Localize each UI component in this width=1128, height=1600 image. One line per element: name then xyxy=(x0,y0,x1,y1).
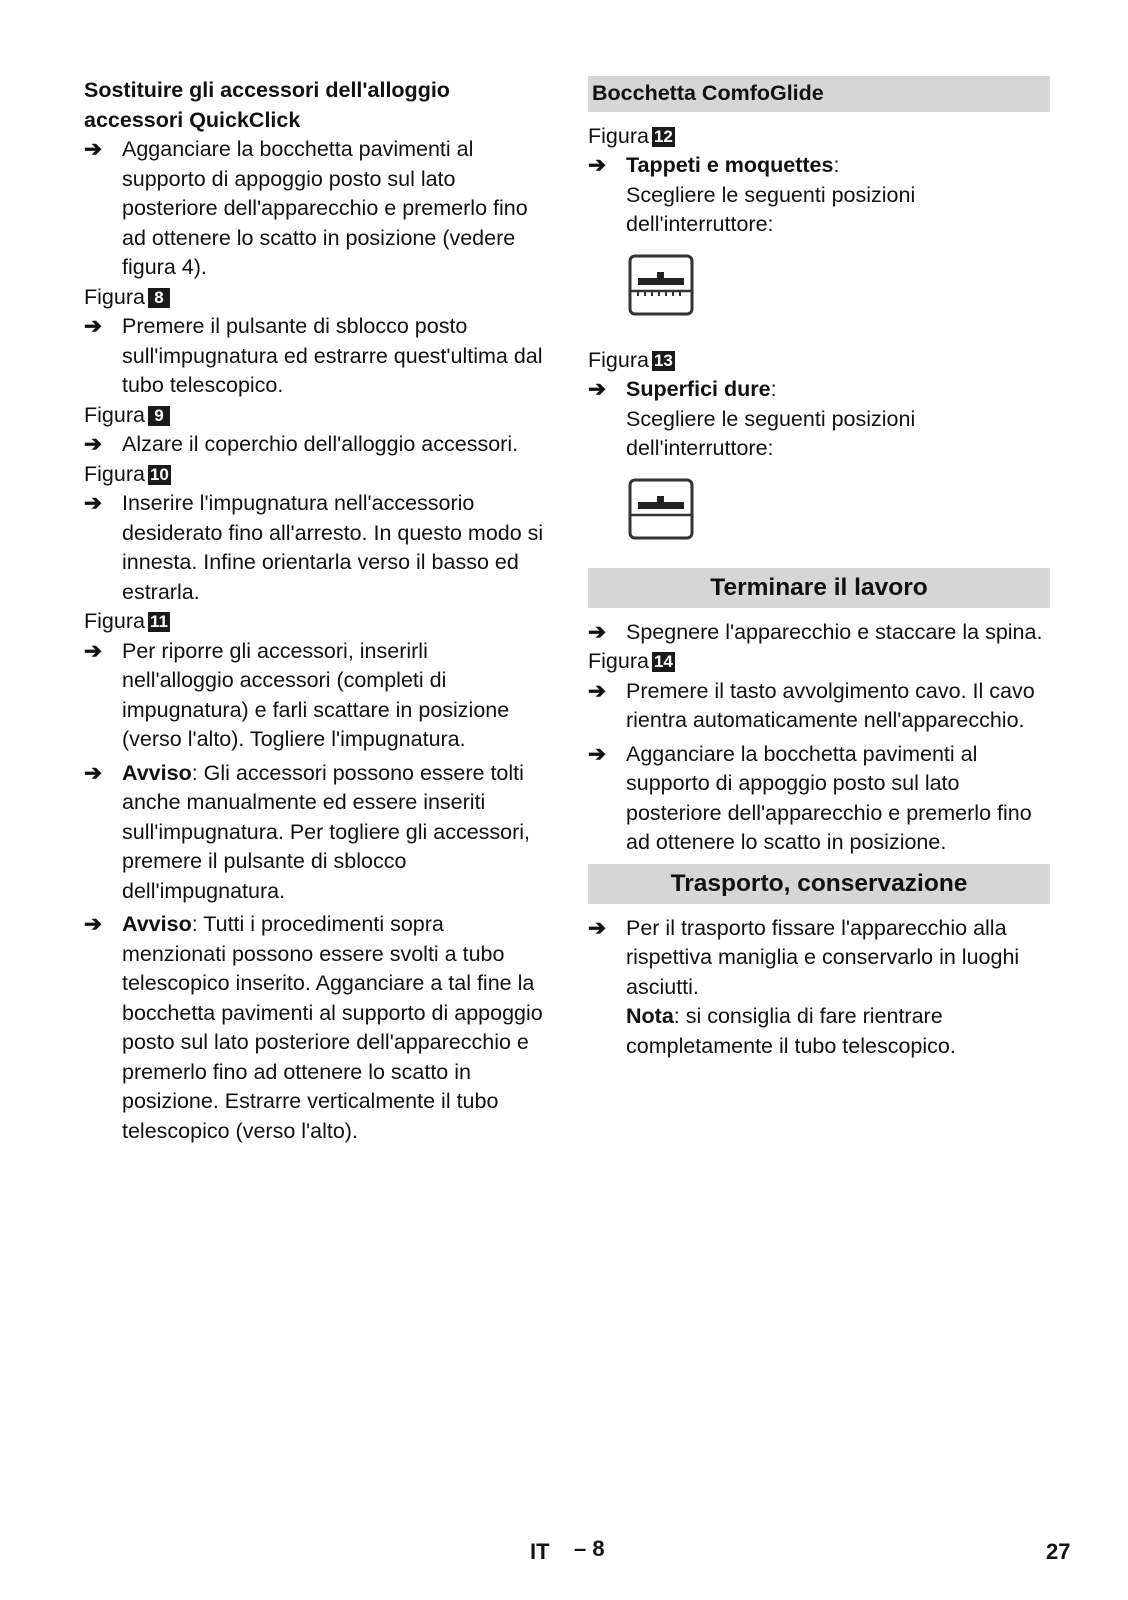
figure-number-badge: 12 xyxy=(653,126,673,146)
instruction-text: Premere il tasto avvolgimento cavo. Il cavo rientra automaticamente nell'apparecchio. xyxy=(626,678,1035,732)
instruction-text: Spegnere l'apparecchio e staccare la spina. xyxy=(626,619,1043,644)
subsection-heading-comfoglide: Bocchetta ComfoGlide xyxy=(588,76,1050,112)
footer-language: IT xyxy=(530,1539,550,1564)
arrow-right-icon: ➔ xyxy=(588,741,607,766)
arrow-right-icon: ➔ xyxy=(84,137,103,161)
instruction-text: Premere il pulsante di sblocco posto sull'impugnatura ed estrarre quest'ultima dal tubo telescopico. xyxy=(122,314,543,397)
arrow-right-icon: ➔ xyxy=(84,314,103,338)
instruction-text: Inserire l'impugnatura nell'accessorio desiderato fino all'arresto. In questo modo si innesta. Infine orientarla verso il basso ed estrarla. xyxy=(122,491,544,604)
figure-reference: Figura 12 xyxy=(588,123,673,148)
instruction-text: Per riporre gli accessori, inserirli nell'alloggio accessori (completi di impugnatura) e farli scattare in posizione (verso l'alto). Togliere l'impugnatura. xyxy=(122,638,510,751)
notice-item xyxy=(84,910,544,1146)
instruction-item xyxy=(84,489,544,607)
notice-text: Avviso: Gli accessori possono essere tolti anche manualmente ed essere inseriti sull'impugnatura. Per togliere gli accessori, premere il pulsante di sblocco dell'impugnatura. xyxy=(122,760,531,903)
note-text: Nota: si consiglia di fare rientrare completamente il tubo telescopico. xyxy=(626,1004,956,1058)
arrow-right-icon: ➔ xyxy=(84,760,103,785)
instruction-item xyxy=(588,151,1050,240)
instruction-item xyxy=(588,677,1050,736)
instruction-item xyxy=(84,135,544,283)
section-heading-trasporto: Trasporto, conservazione xyxy=(588,864,1050,904)
section-heading-quickclick: Sostituire gli accessori dell'alloggio accessori QuickClick xyxy=(84,78,450,132)
instruction-text: Scegliere le seguenti posizioni dell'interruttore: xyxy=(626,182,916,236)
figure-reference: Figura 13 xyxy=(588,347,673,372)
instruction-item xyxy=(588,914,1050,1062)
arrow-right-icon: ➔ xyxy=(588,619,607,644)
instruction-text: Scegliere le seguenti posizioni dell'interruttore: xyxy=(626,406,916,460)
instruction-text: Alzare il coperchio dell'alloggio accessori. xyxy=(122,432,519,456)
arrow-right-icon: ➔ xyxy=(84,491,103,515)
figure-number-badge: 8 xyxy=(148,288,170,308)
arrow-right-icon: ➔ xyxy=(588,377,607,401)
figure-number-badge: 10 xyxy=(149,464,169,484)
left-column xyxy=(84,76,544,1146)
footer-section-number: – 8 xyxy=(574,1536,605,1561)
arrow-right-icon: ➔ xyxy=(588,153,607,177)
arrow-right-icon: ➔ xyxy=(84,638,103,663)
section-heading-terminare: Terminare il lavoro xyxy=(588,568,1050,608)
figure-number-badge: 11 xyxy=(148,612,170,632)
hard-floor-mode-icon xyxy=(628,478,694,540)
arrow-right-icon: ➔ xyxy=(588,678,607,703)
instruction-item xyxy=(84,430,544,460)
instruction-label: Superfici dure: xyxy=(626,377,777,401)
instruction-item xyxy=(588,618,1050,648)
figure-reference: Figura 10 xyxy=(84,461,169,486)
instruction-text: Agganciare la bocchetta pavimenti al supporto di appoggio posto sul lato posteriore dell'apparecchio e premerlo fino ad ottenere lo scatto in posizione. xyxy=(626,741,1032,854)
figure-number-badge: 9 xyxy=(148,406,170,426)
figure-number-badge: 14 xyxy=(653,652,673,671)
figure-reference: Figura 14 xyxy=(588,649,673,673)
arrow-right-icon: ➔ xyxy=(588,915,607,940)
instruction-text: Agganciare la bocchetta pavimenti al supporto di appoggio posto sul lato posteriore dell'apparecchio e premerlo fino ad ottenere lo scatto in posizione (vedere figura 4). xyxy=(122,137,528,279)
figure-reference: Figura 9 xyxy=(84,401,544,431)
figure-reference: Figura 8 xyxy=(84,283,544,313)
page-number: 27 xyxy=(1046,1539,1071,1564)
instruction-item xyxy=(84,312,544,401)
carpet-mode-icon xyxy=(628,254,694,316)
instruction-item xyxy=(588,740,1050,858)
instruction-item xyxy=(588,375,1050,464)
notice-text: Avviso: Tutti i procedimenti sopra menzionati possono essere svolti a tubo telescopico inserito. Agganciare a tal fine la bocchetta pavimenti al supporto di appoggio posto sul lato posteriore dell'apparecchio e premerlo fino ad ottenere lo scatto in posizione. Estrarre verticalmente il tubo telescopico (verso l'alto). xyxy=(122,912,543,1143)
arrow-right-icon: ➔ xyxy=(84,432,103,456)
figure-reference: Figura 11 xyxy=(84,607,544,637)
figure-number-badge: 13 xyxy=(653,350,673,370)
instruction-item xyxy=(84,637,544,755)
right-column xyxy=(588,76,1050,1061)
notice-item xyxy=(84,759,544,907)
instruction-label: Tappeti e moquettes: xyxy=(626,153,840,177)
instruction-text: Per il trasporto fissare l'apparecchio alla rispettiva maniglia e conservarlo in luoghi asciutti. xyxy=(626,915,1020,999)
arrow-right-icon: ➔ xyxy=(84,912,103,936)
